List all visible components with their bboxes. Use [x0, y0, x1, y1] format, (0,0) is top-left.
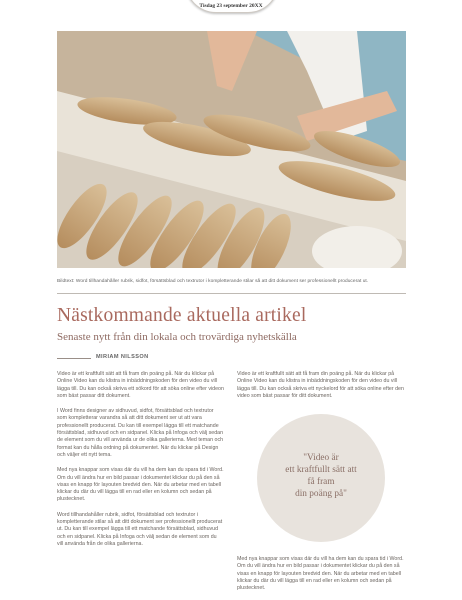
paragraph: I Word finns designer av sidhuvud, sidfot, försättsblad och textrutor som kompletterar varandra så att ditt dokument ser ut att vara professionellt producerat. Du kan till exempel lägga till ett matchande försättsblad, sidhuvud och en sidpanel. Klicka på Infoga och välj sedan de element som du vill använda ur de olika gallerierna. Med teman och format kan du hålla ordning på dokumentet. När du klickar på Design och väljer ett nytt tema. — [57, 408, 224, 458]
column-1 — [57, 371, 224, 556]
paragraph: Med nya knappar som visas där du vill ha dem kan du spara tid i Word. Om du vill ändra hur en bild passar i dokumentet klickar du på den så visas en knapp för layouten bredvid den. När du arbetar med en tabell klickar du där du vill lägga till en rad eller en kolumn och sedan på plustecknet. — [57, 467, 224, 503]
column-2 — [237, 371, 404, 408]
byline: MIRIAM NILSSON — [96, 354, 149, 360]
article-subheadline: Senaste nytt från din lokala och trovärdiga nyhetskälla — [57, 331, 297, 343]
pull-quote-line: ett kraftfullt sätt att — [285, 465, 357, 475]
pull-quote — [257, 452, 385, 500]
photo-caption: Bildtext: Word tillhandahåller rubrik, sidfot, försättsblad och textrutor i kompletterande stilar så att ditt dokument ser professionellt producerat ut. — [57, 279, 369, 284]
column-3 — [237, 556, 404, 600]
bread-photo — [57, 31, 406, 268]
paragraph: Med nya knappar som visas där du vill ha dem kan du spara tid i Word. Om du vill ändra hur en bild passar i dokumentet klickar du på den så visas en knapp för layouten bredvid den. När du arbetar med en tabell klickar du där du vill lägga till en rad eller en kolumn och sedan på plustecknet. — [237, 556, 404, 592]
issue-date: Tisdag 23 september 20XX — [199, 3, 263, 9]
byline-rule — [57, 358, 91, 359]
divider — [57, 293, 406, 294]
pull-quote-line: få fram — [307, 477, 335, 487]
article-headline: Nästkommande aktuella artikel — [57, 305, 307, 326]
bread-photo-icon — [57, 31, 406, 268]
pull-quote-line: din poäng på" — [295, 489, 347, 499]
paragraph: Video är ett kraftfullt sätt att få fram din poäng på. När du klickar på Online Video kan du klistra in inbäddningskoden för den video du vill lägga till. Du kan också skriva ett sökord för att söka online efter videon som bäst passar ditt dokument. — [57, 371, 224, 399]
pull-quote-line: "Video är — [303, 453, 339, 463]
paragraph: Word tillhandahåller rubrik, sidfot, försättsblad och textrutor i kompletterande stilar så att ditt dokument ser professionellt producerat ut. Du kan till exempel lägga till ett matchande försättsblad, sidhuvud och en sidpanel. Klicka på Infoga och välj sedan de element som du vill använda från de olika gallerierna. — [57, 511, 223, 547]
paragraph: Video är ett kraftfullt sätt att få fram din poäng på. När du klickar på Online Video kan du klistra in inbäddningskoden för den video du vill lägga till. Du kan också skriva ett nyckelord för att söka online efter den video som bäst passar för ditt dokument. — [237, 371, 404, 399]
